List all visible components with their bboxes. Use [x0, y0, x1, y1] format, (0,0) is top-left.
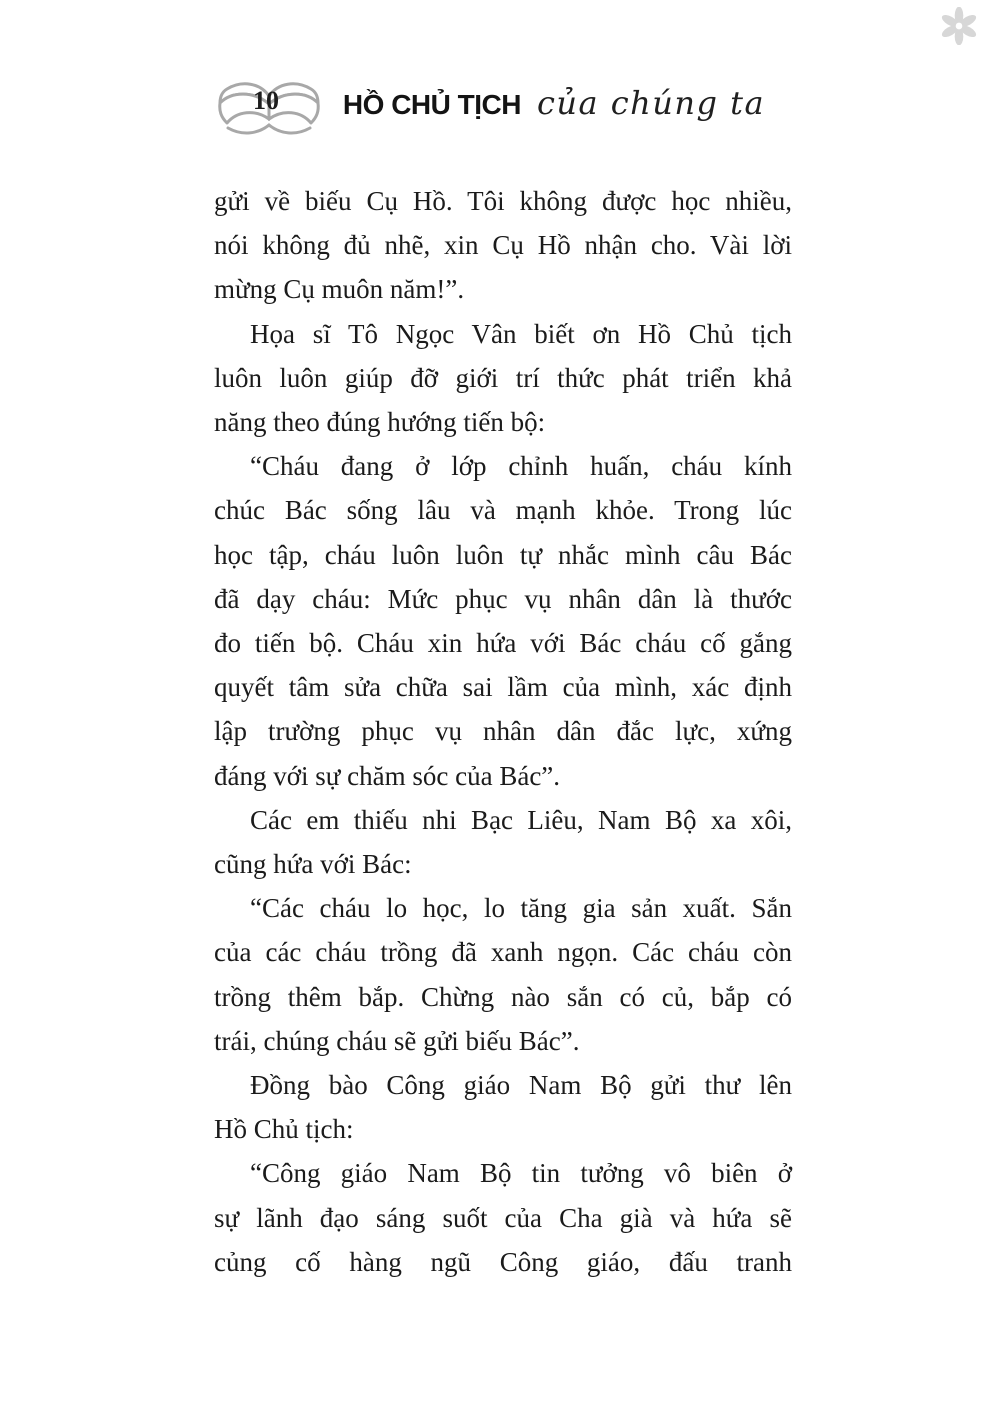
text-line: Hồ Chủ tịch:	[214, 1114, 354, 1145]
text-line: “Cháu đang ở lớp chỉnh huấn, cháu kính	[250, 451, 792, 482]
text-line: học tập, cháu luôn luôn tự nhắc mình câu Bác	[214, 539, 792, 570]
text-line: gửi về biếu Cụ Hồ. Tôi không được học nhiều,	[214, 186, 792, 216]
text-line: “Các cháu lo học, lo tăng gia sản xuất. Sắn	[250, 893, 792, 924]
text-line: quyết tâm sửa chữa sai lầm của mình, xác định	[214, 672, 792, 703]
text-line: đã dạy cháu: Mức phục vụ nhân dân là thước	[214, 583, 792, 614]
paragraph	[214, 179, 792, 312]
page-number-ornament	[216, 78, 322, 144]
text-line: trồng thêm bắp. Chừng nào sắn có củ, bắp có	[214, 981, 792, 1012]
text-line: năng theo đúng hướng tiến bộ:	[214, 407, 546, 438]
text-line: luôn luôn giúp đỡ giới trí thức phát triển khả	[214, 362, 792, 393]
text-line: củng cố hàng ngũ Công giáo, đấu tranh	[214, 1246, 792, 1277]
text-line: đo tiến bộ. Cháu xin hứa với Bác cháu cố gắng	[214, 628, 792, 659]
paragraph	[214, 1063, 792, 1151]
paragraph	[214, 798, 792, 886]
text-line: cũng hứa với Bác:	[214, 849, 412, 880]
paragraph	[214, 886, 792, 1063]
running-header	[343, 84, 765, 122]
flower-icon	[941, 7, 977, 45]
text-line: Các em thiếu nhi Bạc Liêu, Nam Bộ xa xôi,	[250, 804, 792, 835]
page-number: 10	[253, 86, 279, 115]
text-line: sự lãnh đạo sáng suốt của Cha già và hứa sẽ	[214, 1202, 792, 1233]
text-line: “Công giáo Nam Bộ tin tưởng vô biên ở	[250, 1158, 792, 1189]
paragraph	[214, 312, 792, 445]
text-line: của các cháu trồng đã xanh ngọn. Các cháu còn	[214, 937, 792, 968]
text-line: nói không đủ nhẽ, xin Cụ Hồ nhận cho. Vài lời	[214, 230, 792, 261]
paragraph	[214, 1151, 792, 1284]
text-line: đáng với sự chăm sóc của Bác”.	[214, 760, 561, 791]
text-line: Đồng bào Công giáo Nam Bộ gửi thư lên	[250, 1070, 792, 1101]
text-line: lập trường phục vụ nhân dân đắc lực, xứng	[214, 716, 792, 747]
paragraph	[214, 444, 792, 798]
text-line: trái, chúng cháu sẽ gửi biếu Bác”.	[214, 1025, 580, 1056]
text-line: mừng Cụ muôn năm!”.	[214, 274, 465, 305]
header-title-script: của chúng ta	[536, 84, 766, 122]
text-line: Họa sĩ Tô Ngọc Vân biết ơn Hồ Chủ tịch	[250, 318, 792, 349]
page-body	[214, 179, 792, 1284]
text-line: chúc Bác sống lâu và mạnh khỏe. Trong lúc	[214, 495, 792, 526]
header-title-bold: HỒ CHỦ TỊCH	[342, 89, 521, 120]
